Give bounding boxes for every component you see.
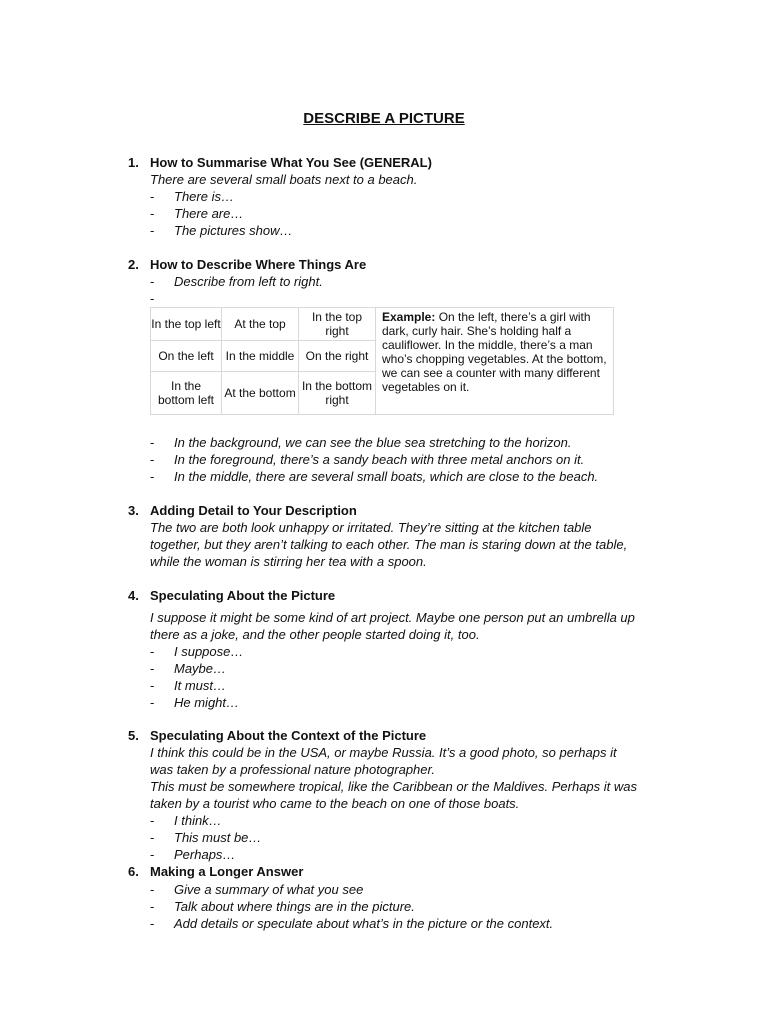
table-cell: On the right bbox=[299, 341, 376, 372]
section-number: 5. bbox=[128, 728, 139, 743]
table-cell: In the bottom left bbox=[151, 372, 222, 415]
section-number: 3. bbox=[128, 503, 139, 518]
section-title: How to Summarise What You See (GENERAL) bbox=[150, 155, 432, 170]
paragraph-line: taken by a tourist who came to the beach on one of those boats. bbox=[150, 796, 520, 811]
section-title: Speculating About the Context of the Picture bbox=[150, 728, 427, 743]
section-title: How to Describe Where Things Are bbox=[150, 257, 367, 272]
paragraph-line: there as a joke, and the other people started doing it, too. bbox=[150, 627, 480, 642]
section-title: Making a Longer Answer bbox=[150, 864, 304, 879]
section-number: 4. bbox=[128, 588, 139, 603]
paragraph-line: was taken by a professional nature photographer. bbox=[150, 762, 435, 777]
paragraph-line: I think this could be in the USA, or maybe Russia. It’s a good photo, so perhaps it bbox=[150, 745, 617, 760]
example-label: Example: bbox=[382, 310, 436, 324]
paragraph-line: This must be somewhere tropical, like the Caribbean or the Maldives. Perhaps it was bbox=[150, 779, 637, 794]
page-title: DESCRIBE A PICTURE bbox=[303, 110, 465, 127]
section-number: 2. bbox=[128, 257, 139, 272]
table-cell: In the top left bbox=[151, 308, 222, 341]
paragraph-line: The two are both look unhappy or irritated. They’re sitting at the kitchen table bbox=[150, 520, 592, 535]
example-cell bbox=[376, 308, 614, 415]
paragraph-line: while the woman is stirring her tea with a spoon. bbox=[150, 554, 427, 569]
table-cell: In the top right bbox=[299, 308, 376, 341]
paragraph-line: together, but they aren’t talking to each other. The man is staring down at the table, bbox=[150, 537, 628, 552]
section-number: 1. bbox=[128, 155, 139, 170]
paragraph-line: I suppose it might be some kind of art project. Maybe one person put an umbrella up bbox=[150, 610, 635, 625]
position-table bbox=[150, 307, 614, 415]
example-sentence: There are several small boats next to a beach. bbox=[150, 172, 418, 187]
table-cell: In the middle bbox=[222, 341, 299, 372]
example-text: On the left, there’s a girl with dark, curly hair. She’s holding half a cauliflower. In the middle, there’s a man who’s chopping vegetables. At the bottom, we can see a counter with many different vegetables on it. bbox=[382, 310, 607, 394]
section-title: Speculating About the Picture bbox=[150, 588, 336, 603]
table-cell: On the left bbox=[151, 341, 222, 372]
section-number: 6. bbox=[128, 864, 139, 879]
table-cell: At the bottom bbox=[222, 372, 299, 415]
table-cell: At the top bbox=[222, 308, 299, 341]
table-cell: In the bottom right bbox=[299, 372, 376, 415]
section-title: Adding Detail to Your Description bbox=[150, 503, 357, 518]
